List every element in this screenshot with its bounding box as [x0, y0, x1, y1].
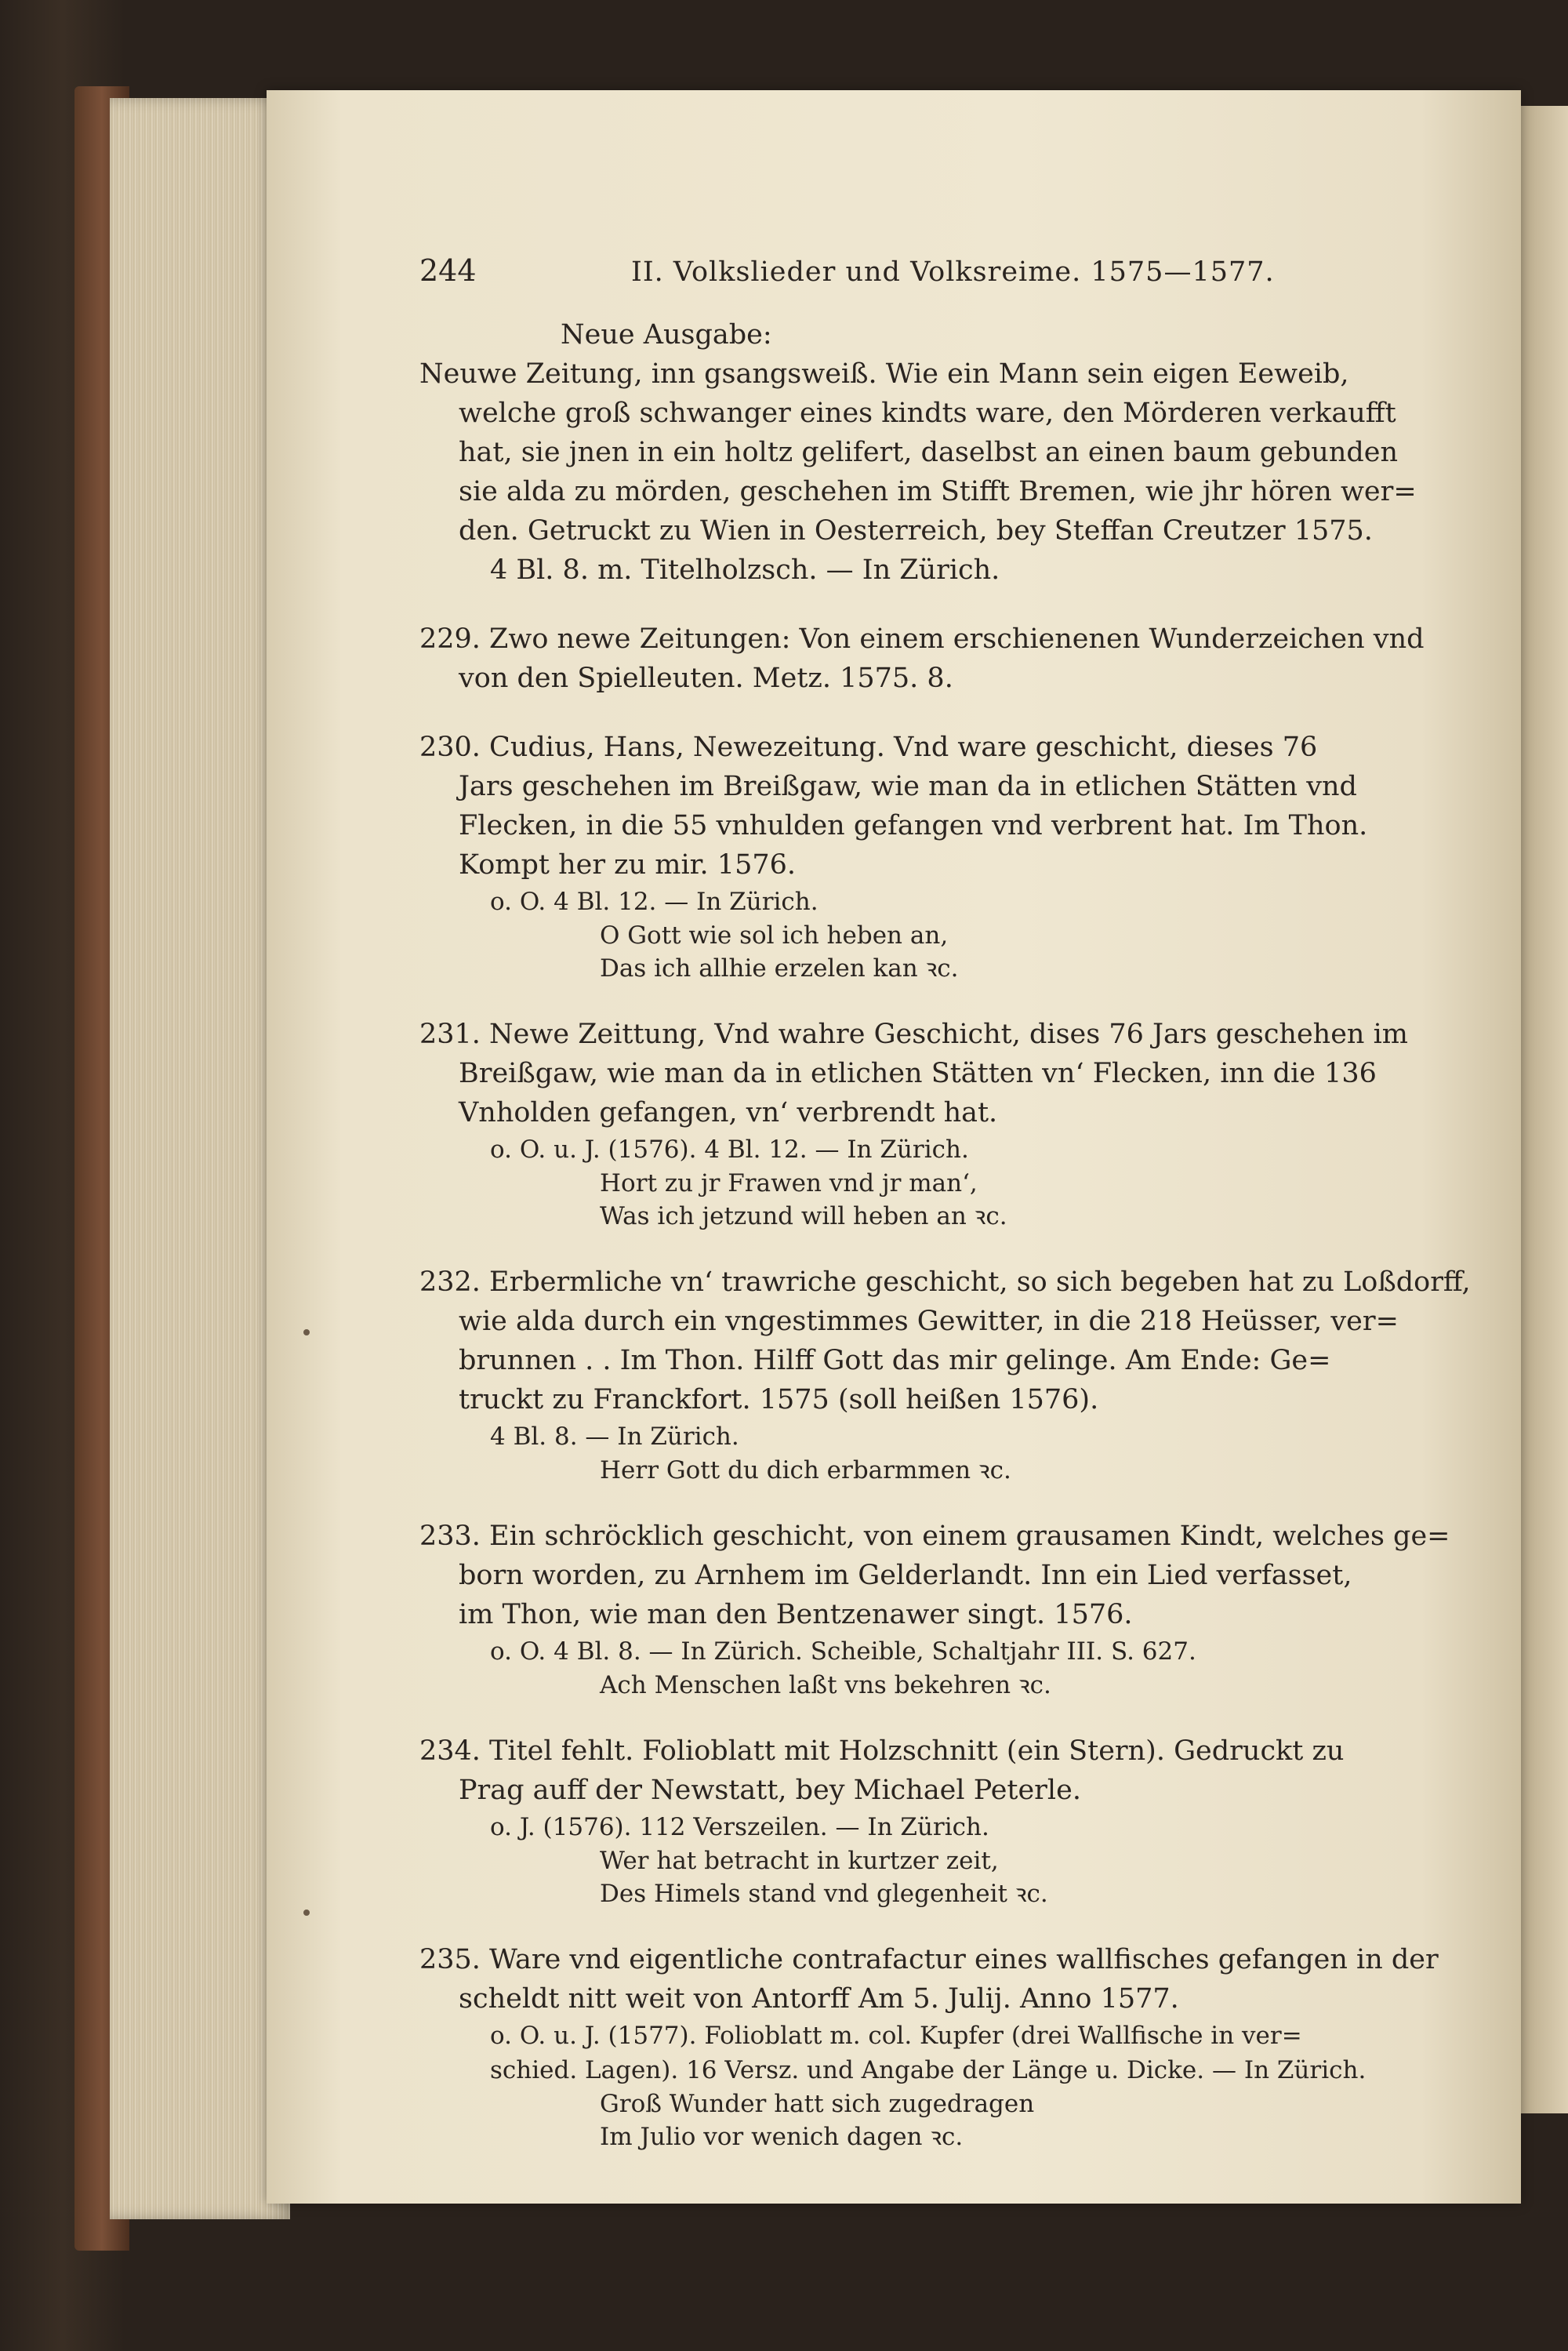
- entry-229: [419, 620, 1470, 698]
- entry-233: [419, 1517, 1470, 1702]
- book-page: [267, 90, 1521, 2204]
- page-stack-edges: [110, 98, 290, 2219]
- running-title: II. Volkslieder und Volksreime. 1575—1577.: [631, 256, 1275, 288]
- entry-232: [419, 1263, 1470, 1487]
- entry-line: Prag auff der Newstatt, bey Michael Peterle.: [459, 1775, 1081, 1806]
- entry-line: Vnholden gefangen, vn‘ verbrendt hat.: [459, 1097, 998, 1128]
- verse-line: Des Himels stand vnd glegenheit ꝛc.: [600, 1880, 1048, 1908]
- entry-meta: 4 Bl. 8. — In Zürich.: [490, 1423, 739, 1451]
- entry-meta: 4 Bl. 8. m. Titelholzsch. — In Zürich.: [490, 554, 1000, 586]
- entry-line: 230. Cudius, Hans, Newezeitung. Vnd ware geschicht, dieses 76: [419, 732, 1318, 763]
- entry-234: [419, 1731, 1470, 1910]
- verse-line: Was ich jetzund will heben an ꝛc.: [600, 1202, 1007, 1230]
- entry-line: Flecken, in die 55 vnhulden gefangen vnd verbrent hat. Im Thon.: [459, 810, 1368, 841]
- entry-meta: o. O. u. J. (1577). Folioblatt m. col. Kupfer (drei Wallfische in ver=: [490, 2022, 1302, 2050]
- page-number: 244: [419, 253, 477, 288]
- entry-line: 229. Zwo newe Zeitungen: Von einem erschienenen Wunderzeichen vnd: [419, 623, 1425, 655]
- verse-line: Wer hat betracht in kurtzer zeit,: [600, 1847, 999, 1875]
- entry-line: Neuwe Zeitung, inn gsangsweiß. Wie ein Mann sein eigen Eeweib,: [419, 358, 1349, 390]
- entry-line: Breißgaw, wie man da in etlichen Stätten vn‘ Flecken, inn die 136: [459, 1058, 1377, 1089]
- entry-meta: o. O. u. J. (1576). 4 Bl. 12. — In Zürich.: [490, 1136, 969, 1164]
- entry-meta: schied. Lagen). 16 Versz. und Angabe der Länge u. Dicke. — In Zürich.: [490, 2056, 1367, 2084]
- entry-line: 231. Newe Zeittung, Vnd wahre Geschicht, dises 76 Jars geschehen im: [419, 1019, 1408, 1050]
- verse-line: Groß Wunder hatt sich zugedragen: [600, 2090, 1035, 2118]
- facing-page-edge: [1521, 106, 1568, 2113]
- verse-line: Ach Menschen laßt vns bekehren ꝛc.: [600, 1671, 1051, 1699]
- entry-meta: o. J. (1576). 112 Verszeilen. — In Zürich.: [490, 1813, 989, 1841]
- entry-line: sie alda zu mörden, geschehen im Stifft Bremen, wie jhr hören wer=: [459, 476, 1417, 507]
- entry-230: [419, 728, 1470, 985]
- entry-line: Jars geschehen im Breißgaw, wie man da in etlichen Stätten vnd: [459, 771, 1357, 802]
- entry-line: brunnen . . Im Thon. Hilff Gott das mir gelinge. Am Ende: Ge=: [459, 1345, 1331, 1376]
- entry-line: hat, sie jnen in ein holtz gelifert, daselbst an einen baum gebunden: [459, 437, 1399, 468]
- entry-235: [419, 1940, 1470, 2153]
- verse-line: Herr Gott du dich erbarmmen ꝛc.: [600, 1456, 1011, 1484]
- entry-line: welche groß schwanger eines kindts ware, den Mörderen verkaufft: [459, 398, 1396, 429]
- entry-line: scheldt nitt weit von Antorff Am 5. Julij. Anno 1577.: [459, 1983, 1179, 2015]
- page-text: [419, 251, 1470, 2153]
- entry-line: 234. Titel fehlt. Folioblatt mit Holzschnitt (ein Stern). Gedruckt zu: [419, 1735, 1345, 1767]
- entry-line: im Thon, wie man den Bentzenawer singt. 1576.: [459, 1599, 1133, 1630]
- verse-line: Hort zu jr Frawen vnd jr man‘,: [600, 1169, 978, 1197]
- running-header: [419, 251, 1470, 292]
- ink-speck: [303, 1910, 310, 1916]
- verse-line: O Gott wie sol ich heben an,: [600, 921, 949, 950]
- entry-231: [419, 1015, 1470, 1233]
- entry-line: 233. Ein schröcklich geschicht, von einem grausamen Kindt, welches ge=: [419, 1521, 1450, 1552]
- intro-heading: Neue Ausgabe:: [561, 319, 772, 351]
- intro-entry: [419, 315, 1470, 590]
- entry-line: born worden, zu Arnhem im Gelderlandt. Inn ein Lied verfasset,: [459, 1560, 1352, 1591]
- entry-line: wie alda durch ein vngestimmes Gewitter, in die 218 Heüsser, ver=: [459, 1306, 1399, 1337]
- entry-meta: o. O. 4 Bl. 8. — In Zürich. Scheible, Schaltjahr III. S. 627.: [490, 1637, 1196, 1666]
- entry-line: von den Spielleuten. Metz. 1575. 8.: [459, 663, 953, 694]
- entry-line: den. Getruckt zu Wien in Oesterreich, bey Steffan Creutzer 1575.: [459, 515, 1373, 547]
- entry-line: Kompt her zu mir. 1576.: [459, 849, 796, 881]
- entry-meta: o. O. 4 Bl. 12. — In Zürich.: [490, 888, 818, 916]
- ink-speck: [303, 1329, 310, 1335]
- entry-line: 232. Erbermliche vn‘ trawriche geschicht, so sich begeben hat zu Loßdorff,: [419, 1266, 1471, 1298]
- entry-line: truckt zu Franckfort. 1575 (soll heißen 1576).: [459, 1384, 1099, 1415]
- verse-line: Das ich allhie erzelen kan ꝛc.: [600, 954, 959, 983]
- entry-line: 235. Ware vnd eigentliche contrafactur eines wallfisches gefangen in der: [419, 1944, 1439, 1975]
- verse-line: Im Julio vor wenich dagen ꝛc.: [600, 2123, 964, 2151]
